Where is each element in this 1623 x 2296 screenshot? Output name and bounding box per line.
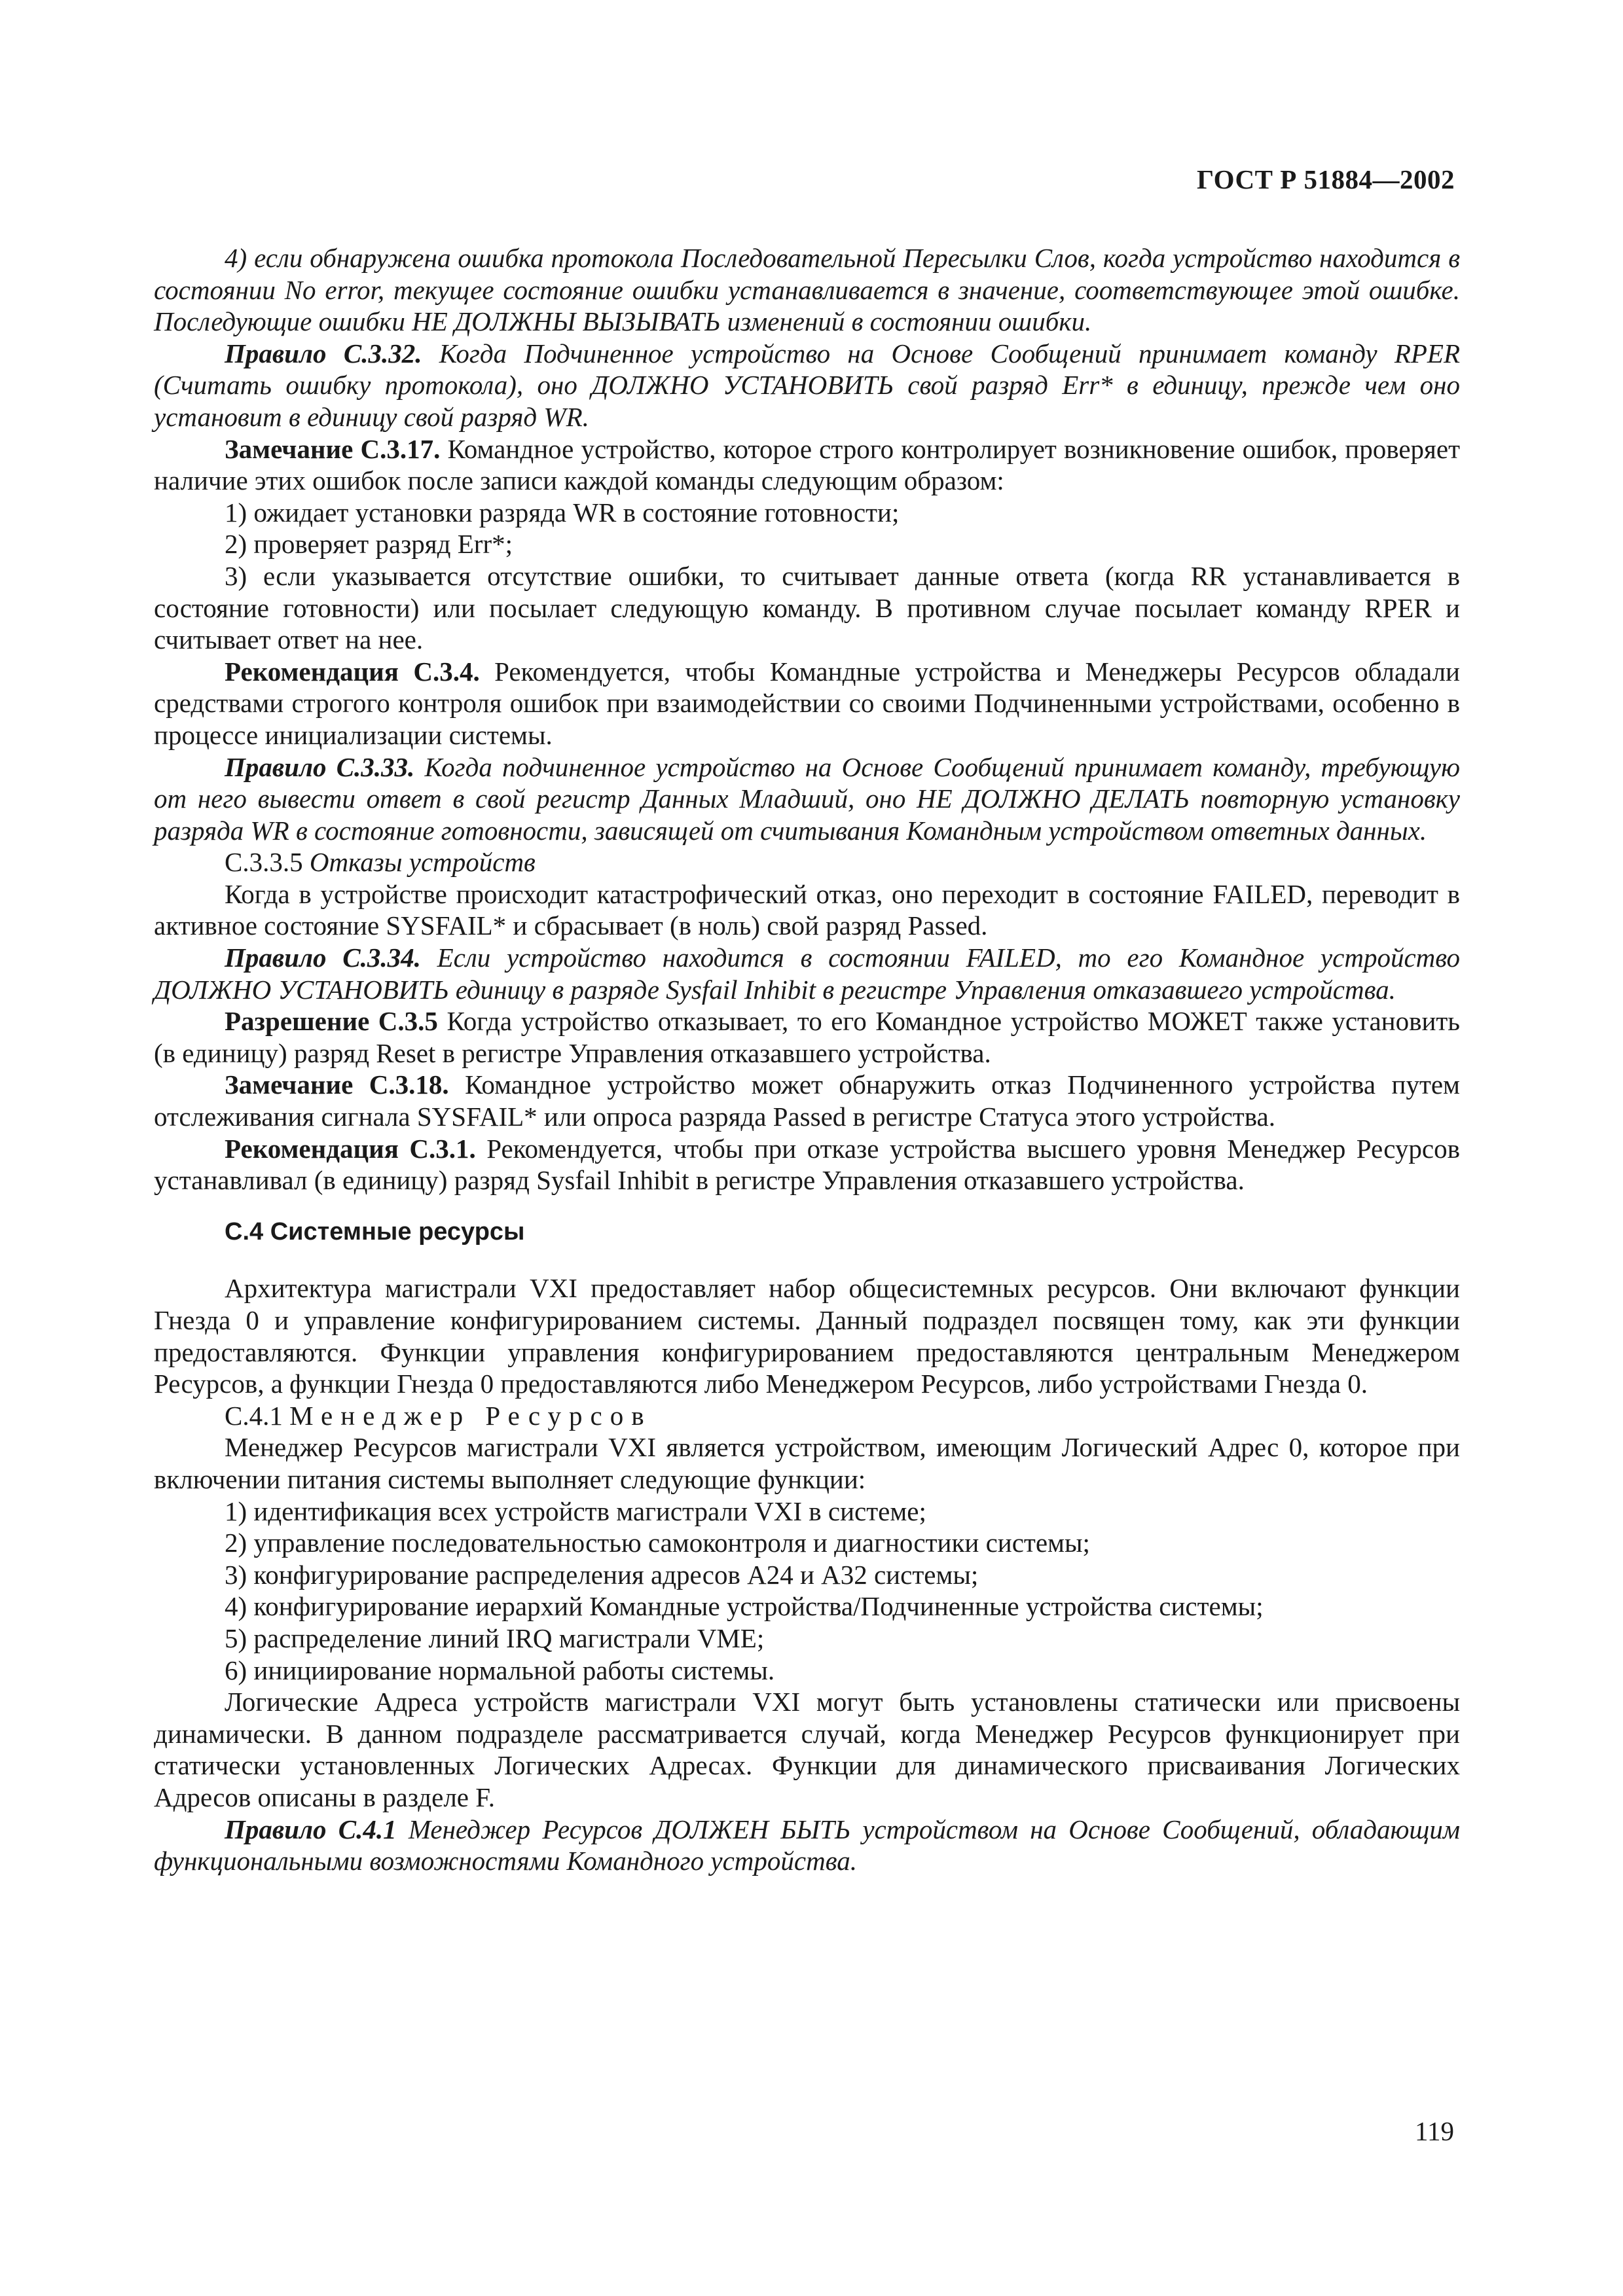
page-number: 119 bbox=[1415, 2116, 1454, 2146]
paragraph-architecture: Архитектура магистрали VXI предоставляет набор общесистемных ресурсов. Они включают функции Гнезда 0 и управление конфигурированием системы. Данный подраздел посвящен тому, как эти функции предоставляются. Функции управления конфигурированием предоставляются центральным Менеджером Ресурсов, а функции Гнезда 0 предоставляются либо Менеджером Ресурсов, либо устройствами Гнезда 0. bbox=[154, 1273, 1460, 1399]
list-item: 2) управление последовательностью самоконтроля и диагностики системы; bbox=[225, 1528, 1090, 1558]
rule-c4-1 bbox=[154, 1814, 1460, 1877]
rule-label: Правило С.3.32. bbox=[225, 338, 422, 368]
permission-text: Когда устройство отказывает, то его Командное устройство МОЖЕТ также установить (в единицу) разряд Reset в регистре Управления отказавшего устройства. bbox=[154, 1006, 1461, 1068]
section-heading: С.4 Системные ресурсы bbox=[225, 1217, 525, 1246]
subsection-number: С.4.1 bbox=[225, 1400, 290, 1431]
note-c3-18 bbox=[154, 1069, 1460, 1132]
document-body bbox=[154, 242, 1460, 1877]
paragraph-resource-manager: Менеджер Ресурсов магистрали VXI является устройством, имеющим Логический Адрес 0, которое при включении питания системы выполняет следующие функции: bbox=[154, 1432, 1460, 1494]
rule-c3-33 bbox=[154, 751, 1460, 847]
recommendation-label: Рекомендация С.3.4. bbox=[225, 656, 480, 687]
permission-label: Разрешение С.3.5 bbox=[225, 1006, 438, 1037]
list-item: 3) конфигурирование распределения адресов А24 и А32 системы; bbox=[225, 1559, 979, 1590]
rule-label: Правило С.3.34. bbox=[225, 942, 421, 973]
rule-c3-32 bbox=[154, 338, 1460, 433]
rule-text: Менеджер Ресурсов ДОЛЖЕН БЫТЬ устройством на Основе Сообщений, обладающим функциональными возможностями Командного устройства. bbox=[154, 1814, 1460, 1876]
rule-c3-34 bbox=[154, 942, 1460, 1005]
recommendation-label: Рекомендация С.3.1. bbox=[225, 1133, 476, 1164]
list-item: 4) конфигурирование иерархий Командные устройства/Подчиненные устройства системы; bbox=[225, 1591, 1264, 1622]
subsection-c4-1 bbox=[154, 1400, 1460, 1432]
rule-text: Если устройство находится в состоянии FAILED, то его Командное устройство ДОЛЖНО УСТАНОВИТЬ единицу в разряде Sysfail Inhibit в регистре Управления отказавшего устройства. bbox=[154, 942, 1461, 1005]
recommendation-text: Рекомендуется, чтобы Командные устройства и Менеджеры Ресурсов обладали средствами строгого контроля ошибок при взаимодействии со своими Подчиненными устройствами, особенно в процессе инициализации системы. bbox=[154, 656, 1461, 750]
subsection-number: С.3.3.5 bbox=[225, 847, 310, 878]
paragraph-failure: Когда в устройстве происходит катастрофический отказ, оно переходит в состояние FAILED, переводит в активное состояние SYSFAIL* и сбрасывает (в ноль) свой разряд Passed. bbox=[154, 878, 1460, 941]
rule-label: Правило С.4.1 bbox=[225, 1814, 397, 1844]
note-text: Командное устройство, которое строго контролирует возникновение ошибок, проверяет наличие этих ошибок после записи каждой команды следующим образом: bbox=[154, 433, 1461, 496]
list-item: 1) идентификация всех устройств магистрали VXI в системе; bbox=[225, 1496, 926, 1526]
paragraph-logical-addresses: Логические Адреса устройств магистрали VXI могут быть установлены статически или присвоены динамически. В данном подразделе рассматривается случай, когда Менеджер Ресурсов функционирует при статически установленных Логических Адресах. Функции для динамического присваивания Логических Адресов описаны в разделе F. bbox=[154, 1687, 1460, 1812]
subsection-c3-3-5 bbox=[154, 846, 1460, 878]
permission-c3-5 bbox=[154, 1005, 1460, 1069]
subsection-title: Менеджер Ресурсов bbox=[289, 1400, 652, 1431]
note-label: Замечание С.3.18. bbox=[225, 1069, 449, 1100]
rule-text: Когда подчиненное устройство на Основе Сообщений принимает команду, требующую от него вывести ответ в свой регистр Данных Младший, оно НЕ ДОЛЖНО ДЕЛАТЬ повторную установку разряда WR в состояние готовности, зависящей от считывания Командным устройством ответных данных. bbox=[154, 751, 1460, 846]
list-item: 6) инициирование нормальной работы системы. bbox=[225, 1655, 775, 1685]
rule-label: Правило С.3.33. bbox=[225, 751, 415, 782]
recommendation-c3-1 bbox=[154, 1133, 1460, 1196]
note-c3-17 bbox=[154, 433, 1460, 497]
list-item: 5) распределение линий IRQ магистрали VME; bbox=[225, 1623, 765, 1653]
note-text: Командное устройство может обнаружить отказ Подчиненного устройства путем отслеживания сигнала SYSFAIL* или опроса разряда Passed в регистре Статуса этого устройства. bbox=[154, 1069, 1460, 1132]
list-item: 2) проверяет разряд Err*; bbox=[225, 529, 513, 560]
note-label: Замечание С.3.17. bbox=[225, 433, 441, 464]
recommendation-c3-4 bbox=[154, 656, 1460, 751]
list-item: 3) если указывается отсутствие ошибки, то считывает данные ответа (когда RR устанавливается в состояние готовности) или посылает следующую команду. В противном случае посылает команду RPER и считывает ответ на нее. bbox=[154, 560, 1460, 655]
paragraph-error-4: 4) если обнаружена ошибка протокола Последовательной Пересылки Слов, когда устройство находится в состоянии No error, текущее состояние ошибки устанавливается в значение, соответствующее этой ошибке. Последующие ошибки НЕ ДОЛЖНЫ ВЫЗЫВАТЬ изменений в состоянии ошибки. bbox=[154, 243, 1460, 337]
rule-text: Когда Подчиненное устройство на Основе Сообщений принимает команду RPER (Считать ошибку протокола), оно ДОЛЖНО УСТАНОВИТЬ свой разряд Err* в единицу, прежде чем оно установит в единицу свой разряд WR. bbox=[154, 338, 1460, 432]
recommendation-text: Рекомендуется, чтобы при отказе устройства высшего уровня Менеджер Ресурсов устанавливал (в единицу) разряд Sysfail Inhibit в регистре Управления отказавшего устройства. bbox=[154, 1133, 1460, 1196]
list-item: 1) ожидает установки разряда WR в состояние готовности; bbox=[225, 497, 900, 528]
document-header: ГОСТ Р 51884—2002 bbox=[1197, 164, 1455, 194]
subsection-title: Отказы устройств bbox=[309, 847, 536, 878]
